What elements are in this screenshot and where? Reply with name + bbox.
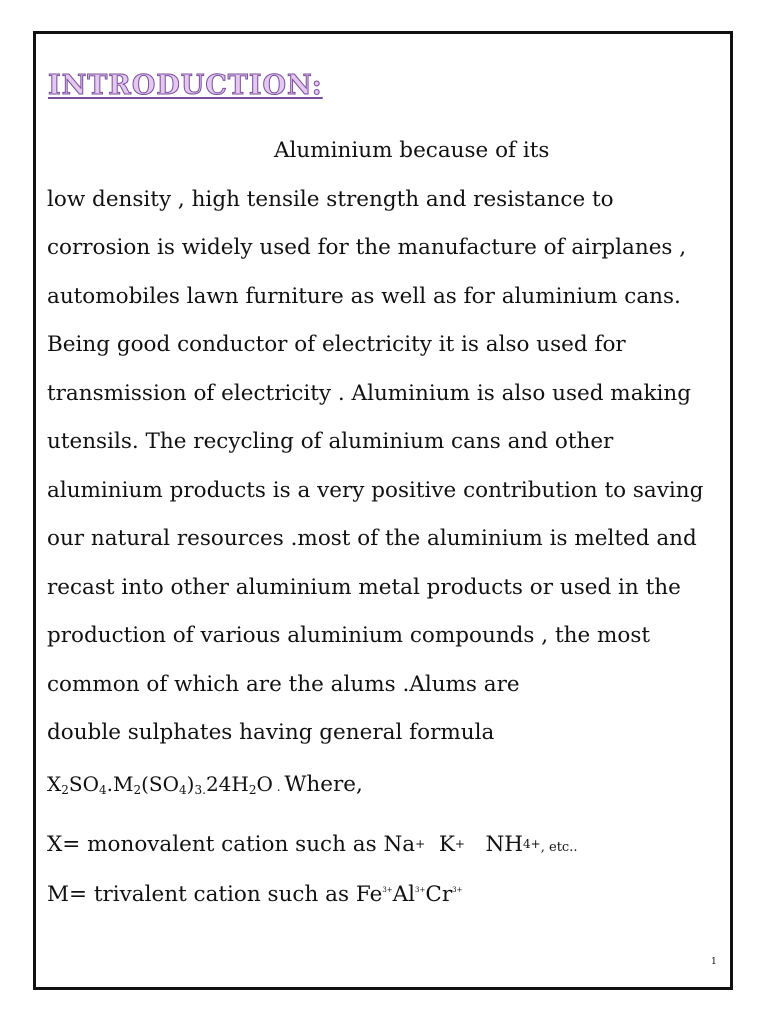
formula-where: Where,: [284, 772, 363, 797]
paragraph-line: aluminium products is a very positive contribution to saving: [47, 477, 704, 503]
paragraph-line: utensils. The recycling of aluminium cans and other: [47, 429, 614, 454]
charge: 4+: [523, 837, 541, 851]
paragraph-line: our natural resources .most of the aluminium is melted and: [47, 526, 697, 551]
potassium: K: [438, 832, 455, 857]
intro-paragraph: [47, 134, 727, 765]
formula-part: .M: [106, 772, 134, 796]
formula-subscript: 2: [61, 783, 69, 797]
monovalent-text: X= monovalent cation such as Na: [47, 832, 416, 857]
formula-part: 24H: [205, 772, 249, 796]
paragraph-line: low density , high tensile strength and resistance to: [47, 186, 614, 212]
formula-part: SO: [68, 772, 99, 796]
alum-formula: [47, 772, 363, 797]
page-number: 1: [711, 957, 717, 967]
charge: 3+: [382, 886, 393, 894]
formula-subscript: 4: [99, 783, 107, 797]
formula-subscript: 2: [248, 783, 257, 797]
formula-part: O: [256, 772, 273, 796]
etc-text: , etc..: [540, 840, 578, 855]
section-heading: INTRODUCTION:: [48, 70, 323, 101]
charge: +: [415, 837, 426, 851]
paragraph-line: Being good conductor of electricity it is also used for: [47, 332, 626, 357]
paragraph-line: corrosion is widely used for the manufacture of airplanes ,: [47, 235, 687, 260]
paragraph-line: common of which are the alums .Alums are: [47, 671, 520, 697]
paragraph-line: automobiles lawn furniture as well as for aluminium cans.: [47, 283, 681, 309]
charge: +: [454, 837, 465, 851]
ammonium: NH: [485, 832, 524, 857]
formula-part: ): [186, 772, 195, 796]
charge: 3+: [415, 886, 426, 894]
formula-part: X: [47, 772, 62, 796]
chromium: Cr: [425, 882, 453, 907]
formula-part: (SO: [141, 772, 180, 796]
paragraph-line: Aluminium because of its: [274, 138, 550, 163]
trivalent-text: M= trivalent cation such as Fe: [47, 882, 383, 907]
paragraph-line: production of various aluminium compounds , the most: [47, 623, 651, 648]
trivalent-line: [47, 882, 462, 907]
formula-subscript: 2: [133, 783, 142, 797]
paragraph-line: double sulphates having general formula: [47, 720, 495, 745]
charge: 3+: [452, 886, 463, 894]
paragraph-line: transmission of electricity . Aluminium is also used making: [47, 380, 692, 406]
formula-subscript: 3.: [194, 783, 206, 797]
paragraph-line: recast into other aluminium metal products or used in the: [47, 574, 681, 600]
formula-subscript: 4: [179, 783, 187, 797]
formula-separator: .: [272, 780, 285, 794]
aluminium: Al: [392, 882, 416, 907]
monovalent-line: [47, 832, 577, 857]
